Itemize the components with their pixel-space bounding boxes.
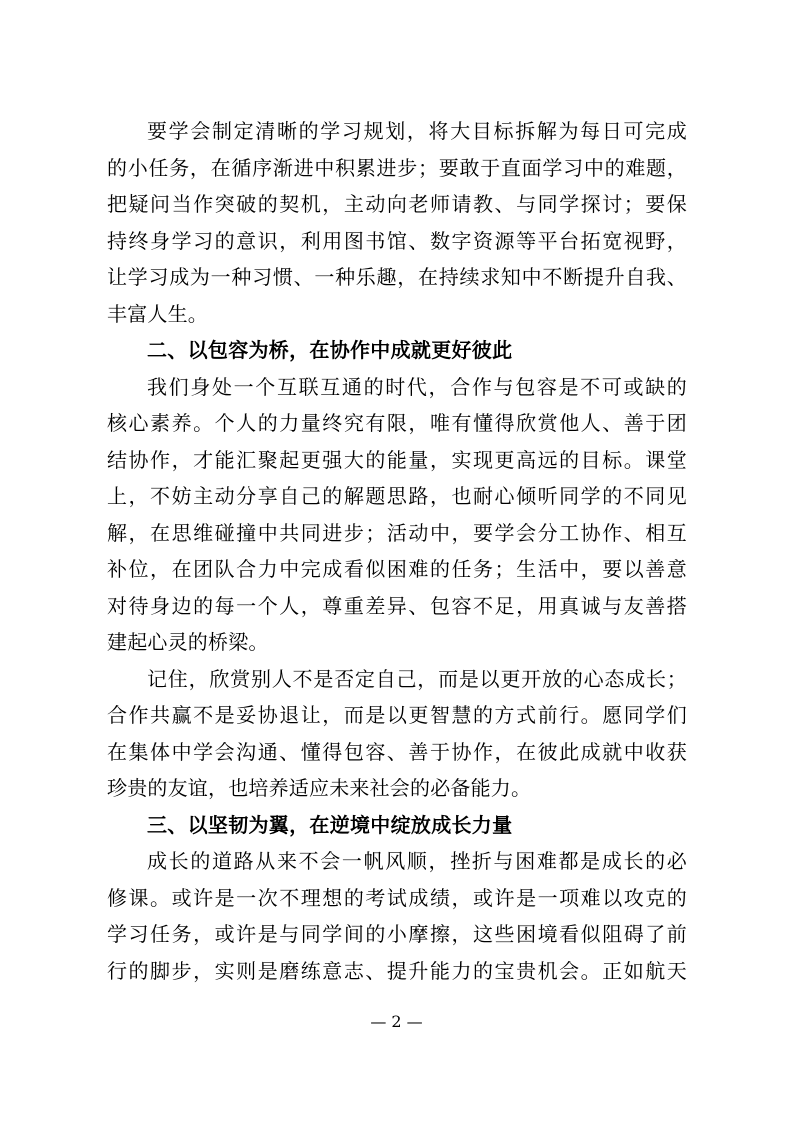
text-line: 成长的道路从来不会一帆风顺，挫折与困难都是成长的必 (147, 849, 687, 873)
page-number: — 2 — (370, 1012, 423, 1031)
paragraph-1 (107, 113, 687, 332)
text-line: 合作共赢不是妥协退让，而是以更智慧的方式前行。愿同学们 (107, 703, 687, 727)
text-line: 补位，在团队合力中完成看似困难的任务；生活中，要以善意 (107, 557, 687, 581)
text-line: 建起心灵的桥梁。 (107, 630, 269, 654)
text-line: 把疑问当作突破的契机，主动向老师请教、与同学探讨；要保 (107, 192, 687, 216)
paragraph-4 (107, 843, 687, 989)
section-heading-3: 三、以坚韧为翼，在逆境中绽放成长力量 (147, 812, 513, 837)
paragraph-3 (107, 661, 687, 807)
text-line: 行的脚步，实则是磨练意志、提升能力的宝贵机会。正如航天 (107, 958, 687, 983)
text-line: 解，在思维碰撞中共同进步；活动中，要学会分工协作、相互 (107, 520, 687, 545)
section-heading-2: 二、以包容为桥，在协作中成就更好彼此 (147, 338, 513, 362)
text-line: 珍贵的友谊，也培养适应未来社会的必备能力。 (107, 776, 532, 800)
text-line: 让学习成为一种习惯、一种乐趣，在持续求知中不断提升自我、 (107, 265, 687, 289)
text-line: 在集体中学会沟通、懂得包容、善于协作，在彼此成就中收获 (107, 739, 687, 764)
text-line: 丰富人生。 (107, 301, 208, 326)
paragraph-2 (107, 369, 687, 661)
text-line: 结协作，才能汇聚起更强大的能量，实现更高远的目标。课堂 (107, 447, 687, 472)
text-line: 我们身处一个互联互通的时代，合作与包容是不可或缺的 (147, 374, 687, 399)
text-line: 要学会制定清晰的学习规划，将大目标拆解为每日可完成 (147, 119, 687, 143)
text-line: 上，不妨主动分享自己的解题思路，也耐心倾听同学的不同见 (107, 484, 687, 508)
text-line: 修课。或许是一次不理想的考试成绩，或许是一项难以攻克的 (107, 885, 687, 910)
document-body (107, 113, 687, 989)
text-line: 核心素养。个人的力量终究有限，唯有懂得欣赏他人、善于团 (107, 411, 687, 435)
text-line: 的小任务，在循序渐进中积累进步；要敢于直面学习中的难题， (107, 155, 687, 180)
text-line: 持终身学习的意识，利用图书馆、数字资源等平台拓宽视野， (107, 228, 687, 253)
text-line: 学习任务，或许是与同学间的小摩擦，这些困境看似阻碍了前 (107, 922, 687, 946)
text-line: 对待身边的每一个人，尊重差异、包容不足，用真诚与友善搭 (107, 593, 687, 618)
text-line: 记住，欣赏别人不是否定自己，而是以更开放的心态成长； (147, 666, 687, 691)
